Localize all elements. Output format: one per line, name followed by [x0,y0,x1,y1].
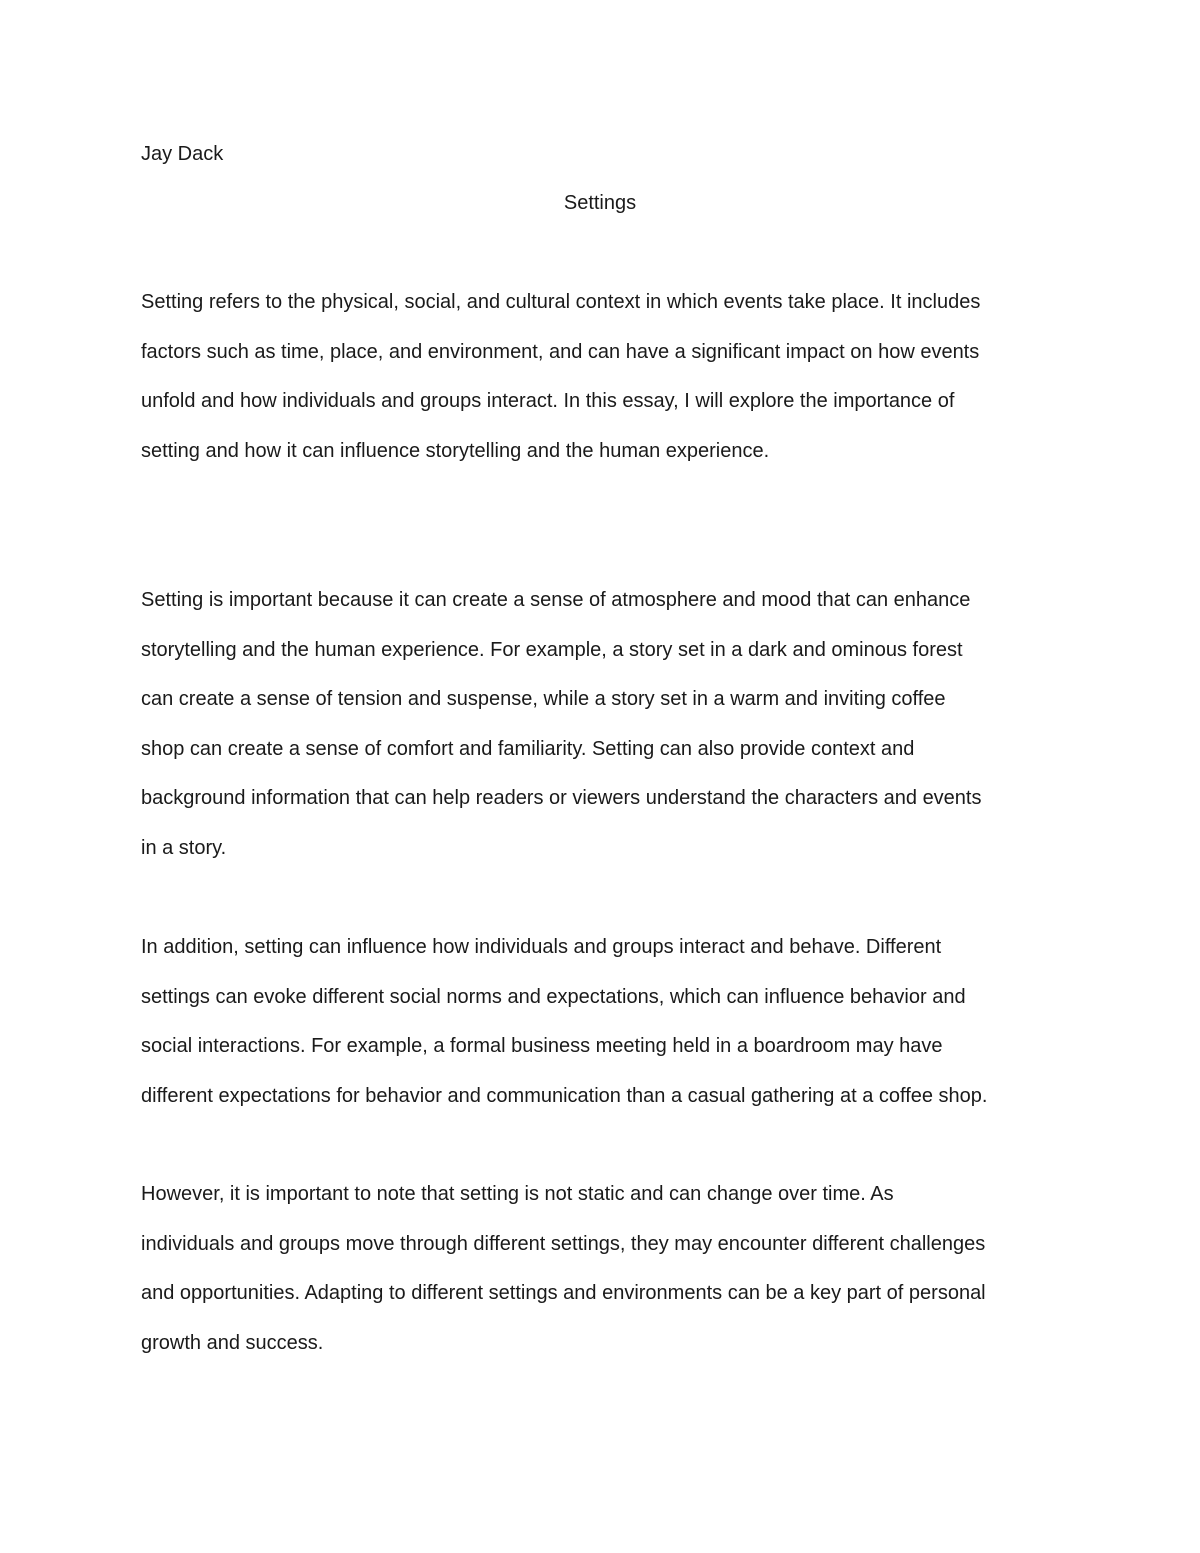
author-name: Jay Dack [141,143,224,165]
paragraph-line: unfold and how individuals and groups interact. In this essay, I will explore the importance of [141,390,955,413]
paragraph-line: Setting refers to the physical, social, and cultural context in which events take place. It includes [141,291,981,313]
paragraph-line: In addition, setting can influence how individuals and groups interact and behave. Different [141,936,942,958]
paragraph-line: factors such as time, place, and environment, and can have a significant impact on how events [141,340,980,363]
paragraph-line: social interactions. For example, a formal business meeting held in a boardroom may have [141,1035,943,1058]
paragraph-line: individuals and groups move through different settings, they may encounter different challenges [141,1232,986,1255]
paragraph-line: growth and success. [141,1331,324,1354]
paragraph-line: storytelling and the human experience. For example, a story set in a dark and ominous forest [141,638,963,661]
paragraph-line: shop can create a sense of comfort and familiarity. Setting can also provide context and [141,737,915,760]
paragraph-line: and opportunities. Adapting to different settings and environments can be a key part of personal [141,1282,986,1305]
paragraph-line: background information that can help readers or viewers understand the characters and events [141,787,982,810]
paragraph-line: However, it is important to note that setting is not static and can change over time. As [141,1183,894,1205]
paragraph-line: in a story. [141,836,227,859]
paragraph-importance [141,576,1081,874]
paragraph-change [141,1170,1081,1368]
document-title: Settings [563,192,637,214]
paragraph-line: setting and how it can influence storytelling and the human experience. [141,439,770,462]
paragraph-introduction [141,278,1081,476]
paragraph-interaction [141,923,1081,1121]
paragraph-line: different expectations for behavior and communication than a casual gathering at a coffee shop. [141,1084,988,1107]
paragraph-line: settings can evoke different social norms and expectations, which can influence behavior and [141,985,966,1008]
paragraph-line: can create a sense of tension and suspense, while a story set in a warm and inviting coffee [141,688,946,711]
paragraph-line: Setting is important because it can create a sense of atmosphere and mood that can enhance [141,589,971,611]
